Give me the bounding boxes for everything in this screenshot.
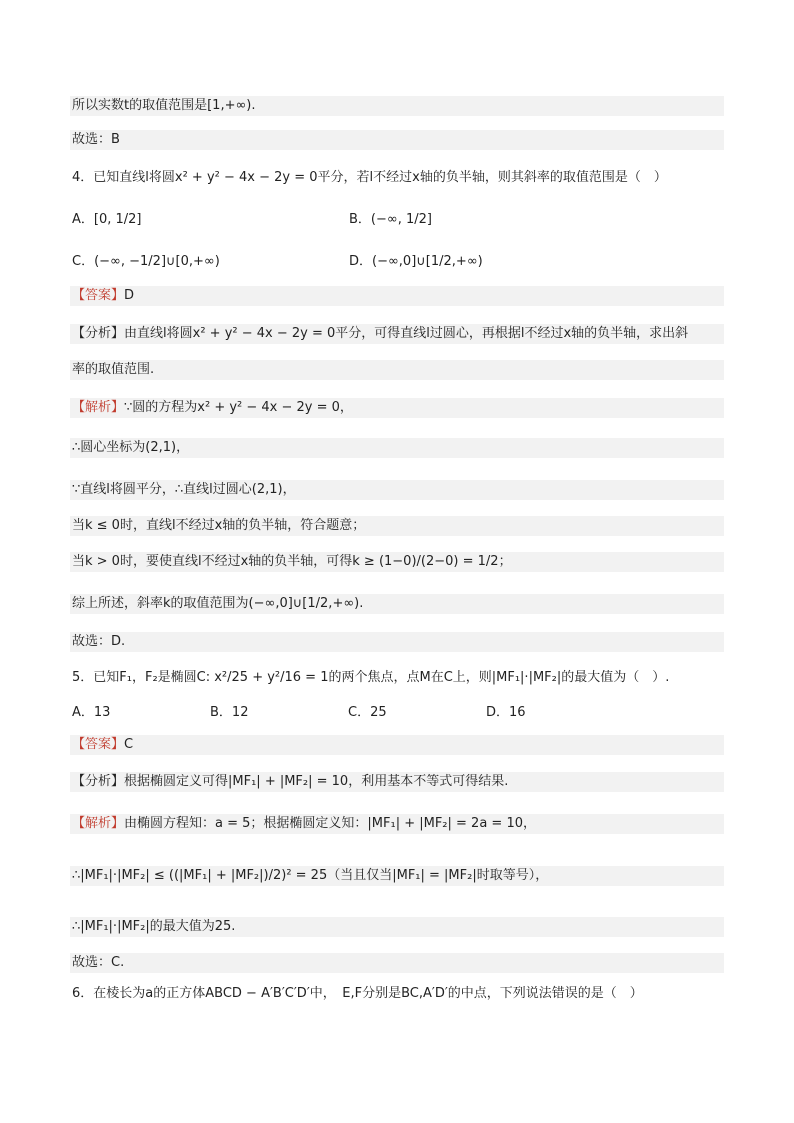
question-5-stem: 5．已知F₁，F₂是椭圆C: x²/25 + y²/16 = 1的两个焦点，点M在C上，则|MF₁|·|MF₂|的最大值为（ ）.: [72, 670, 670, 685]
q5-choice-line: 故选：C.: [70, 953, 724, 973]
q4-solution-line-3: ∵直线l将圆平分，∴直线l过圆心(2,1)，: [70, 480, 724, 500]
q4-answer: [70, 286, 724, 306]
q4-choice-line: 故选：D.: [70, 632, 724, 652]
analysis-text: 根据椭圆定义可得|MF₁| + |MF₂| = 10，利用基本不等式可得结果.: [124, 774, 509, 789]
q5-option-b: B．12: [210, 705, 249, 720]
q4-option-d: D．(−∞,0]∪[1/2,+∞): [349, 254, 483, 269]
answer-tag: 【答案】: [72, 288, 125, 303]
previous-solution-conclusion: 所以实数t的取值范围是[1,+∞).: [70, 96, 724, 116]
analysis-tag: 【分析】: [72, 774, 125, 789]
q4-solution-line-1: [70, 398, 724, 418]
solution-tag: 【解析】: [72, 400, 125, 415]
q5-option-d: D．16: [486, 705, 526, 720]
q5-analysis: [70, 772, 724, 792]
q5-solution-line-1: [70, 814, 724, 834]
answer-value: D: [124, 288, 135, 303]
previous-choice-line: 故选：B: [70, 130, 724, 150]
solution-tag: 【解析】: [72, 816, 125, 831]
answer-value: C: [124, 737, 134, 752]
q5-solution-line-3: ∴|MF₁|·|MF₂|的最大值为25.: [70, 917, 724, 937]
q5-option-a: A．13: [72, 705, 111, 720]
answer-tag: 【答案】: [72, 737, 125, 752]
question-6-stem: 6．在棱长为a的正方体ABCD − A′B′C′D′中， E,F分别是BC,A′D′的中点，下列说法错误的是（ ）: [72, 986, 643, 1001]
q4-option-c: C．(−∞, −1/2]∪[0,+∞): [72, 254, 220, 269]
question-4-stem: 4．已知直线l将圆x² + y² − 4x − 2y = 0平分，若l不经过x轴的负半轴，则其斜率的取值范围是（ ）: [72, 170, 667, 185]
q4-solution-line-5: 当k > 0时，要使直线l不经过x轴的负半轴，可得k ≥ (1−0)/(2−0) = 1/2；: [70, 552, 724, 572]
q4-solution-line-4: 当k ≤ 0时，直线l不经过x轴的负半轴，符合题意；: [70, 516, 724, 536]
solution-text: ∵圆的方程为x² + y² − 4x − 2y = 0，: [124, 400, 353, 415]
q5-solution-line-2: ∴|MF₁|·|MF₂| ≤ ((|MF₁| + |MF₂|)/2)² = 25（当且仅当|MF₁| = |MF₂|时取等号），: [70, 866, 724, 886]
q5-answer: [70, 735, 724, 755]
analysis-text: 由直线l将圆x² + y² − 4x − 2y = 0平分，可得直线l过圆心，再根据l不经过x轴的负半轴，求出斜: [124, 326, 689, 341]
solution-text: 由椭圆方程知：a = 5；根据椭圆定义知：|MF₁| + |MF₂| = 2a = 10，: [124, 816, 536, 831]
q4-analysis-line-1: [70, 324, 724, 344]
q4-analysis-line-2: 率的取值范围.: [70, 360, 724, 380]
q4-option-a: A．[0, 1/2]: [72, 212, 142, 227]
q4-solution-line-6: 综上所述，斜率k的取值范围为(−∞,0]∪[1/2,+∞).: [70, 594, 724, 614]
q5-option-c: C．25: [348, 705, 387, 720]
q4-solution-line-2: ∴圆心坐标为(2,1)，: [70, 438, 724, 458]
q4-option-b: B．(−∞, 1/2]: [349, 212, 432, 227]
analysis-tag: 【分析】: [72, 326, 125, 341]
